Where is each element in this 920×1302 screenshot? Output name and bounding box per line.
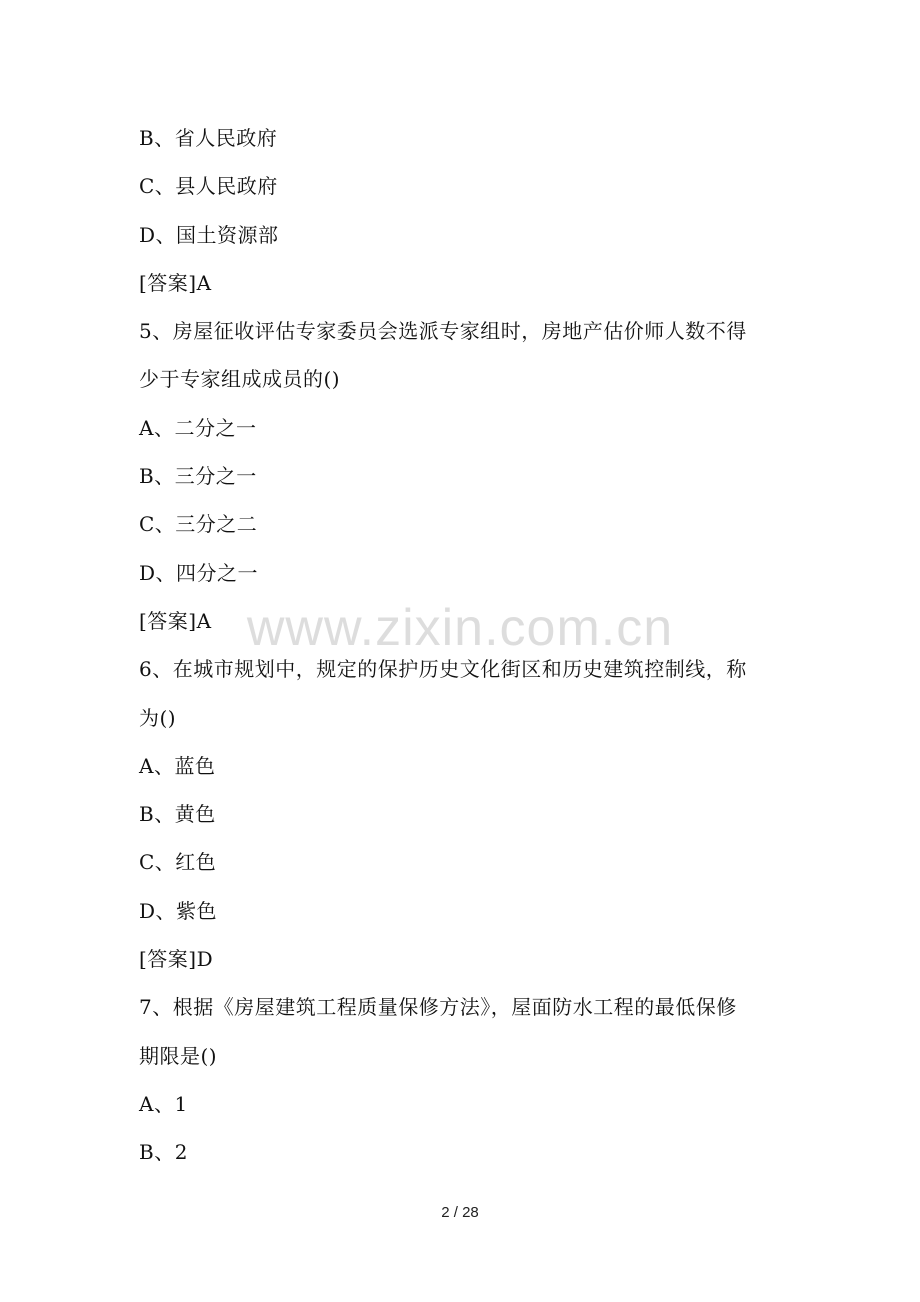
question-6-option-c: C、红色 — [139, 850, 217, 875]
answer-6: [答案]D — [139, 947, 214, 972]
question-6-option-b: B、黄色 — [139, 802, 216, 827]
answer-5: [答案]A — [139, 608, 212, 633]
question-7-line-1: 7、根据《房屋建筑工程质量保修方法》，屋面防水工程的最低保修 — [139, 995, 737, 1020]
question-6-option-d: D、紫色 — [139, 898, 218, 923]
document-body — [139, 114, 789, 1177]
answer-4: [答案]A — [139, 270, 212, 295]
question-5-line-1: 5、房屋征收评估专家委员会选派专家组时，房地产估价师人数不得 — [139, 319, 747, 344]
option-b-province-gov: B、省人民政府 — [139, 126, 278, 150]
question-7-option-a: A、1 — [139, 1091, 188, 1116]
question-6-option-a: A、蓝色 — [139, 753, 216, 778]
watermark: www.zixin.com.cn — [246, 599, 674, 657]
question-6-line-2: 为() — [139, 705, 177, 730]
question-5-option-d: D、四分之一 — [139, 560, 259, 585]
question-5-option-b: B、三分之一 — [139, 464, 257, 489]
question-5-option-a: A、二分之一 — [139, 415, 257, 440]
option-c-county-gov: C、县人民政府 — [139, 174, 278, 199]
question-5-option-c: C、三分之二 — [139, 512, 258, 537]
question-5-line-2: 少于专家组成成员的() — [139, 367, 341, 392]
question-6-line-1: 6、在城市规划中，规定的保护历史文化街区和历史建筑控制线，称 — [139, 657, 747, 682]
page-number: 2 / 28 — [441, 1204, 479, 1221]
option-d-land-resources: D、国土资源部 — [139, 222, 279, 247]
question-7-option-b: B、2 — [139, 1140, 188, 1165]
question-7-line-2: 期限是() — [139, 1043, 218, 1068]
